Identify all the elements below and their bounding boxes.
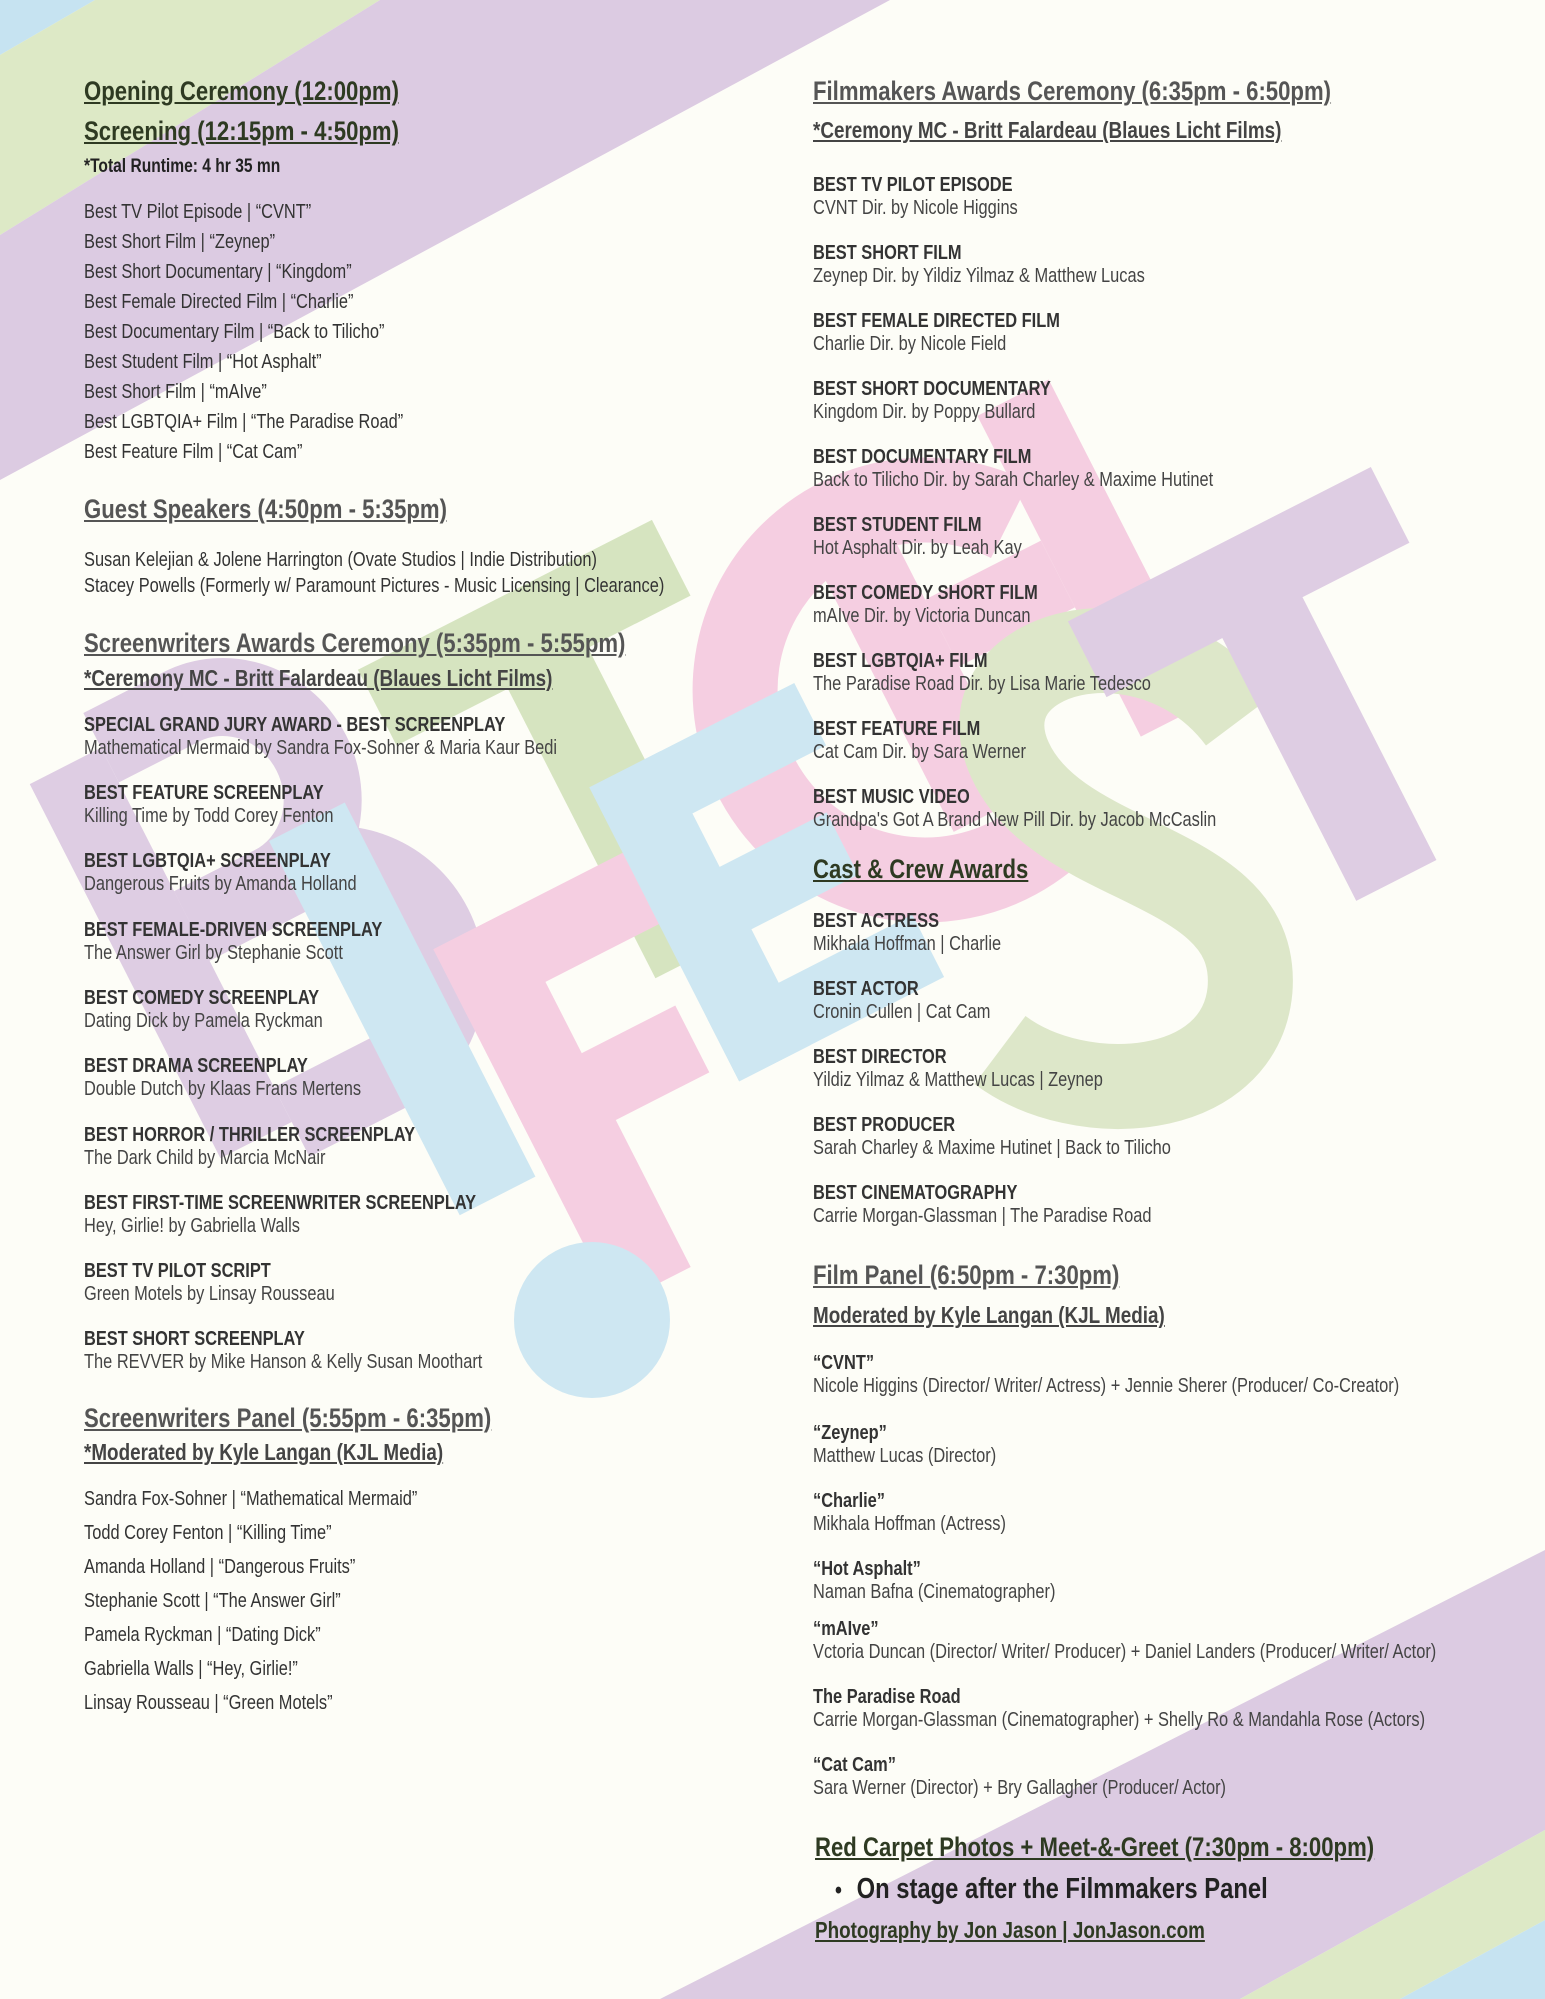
film-panel-title: Film Panel (6:50pm - 7:30pm)	[813, 1260, 1120, 1290]
film-panel-moderator: Moderated by Kyle Langan (KJL Media)	[813, 1302, 1165, 1328]
award-winner: The Paradise Road Dir. by Lisa Marie Tedesco	[813, 673, 1151, 695]
award-title: BEST FEATURE FILM	[813, 718, 981, 740]
screenwriters-panel-moderator: *Moderated by Kyle Langan (KJL Media)	[84, 1439, 444, 1465]
award-winner: CVNT Dir. by Nicole Higgins	[813, 197, 1018, 219]
total-runtime: *Total Runtime: 4 hr 35 mn	[84, 156, 281, 177]
award-title: SPECIAL GRAND JURY AWARD - BEST SCREENPLAY	[84, 714, 506, 736]
award-winner: Zeynep Dir. by Yildiz Yilmaz & Matthew Lucas	[813, 265, 1145, 287]
red-carpet-title: Red Carpet Photos + Meet-&-Greet (7:30pm - 8:00pm)	[815, 1832, 1375, 1862]
list-item: Best TV Pilot Episode | “CVNT”	[84, 201, 312, 223]
list-item: Best Short Documentary | “Kingdom”	[84, 261, 352, 283]
award-winner: Green Motels by Linsay Rousseau	[84, 1283, 335, 1305]
red-carpet-bullet-text: On stage after the Filmmakers Panel	[856, 1873, 1268, 1905]
list-item: Best Student Film | “Hot Asphalt”	[84, 351, 322, 373]
screenwriters-panel-title: Screenwriters Panel (5:55pm - 6:35pm)	[84, 1403, 492, 1433]
list-item: Gabriella Walls | “Hey, Girlie!”	[84, 1658, 298, 1680]
guest-speakers-title: Guest Speakers (4:50pm - 5:35pm)	[84, 494, 447, 524]
award-winner: Charlie Dir. by Nicole Field	[813, 333, 1007, 355]
award-title: BEST CINEMATOGRAPHY	[813, 1182, 1018, 1204]
award-title: BEST FEMALE DIRECTED FILM	[813, 310, 1060, 332]
red-carpet-bullet	[835, 1873, 1268, 1906]
award-winner: The Dark Child by Marcia McNair	[84, 1147, 326, 1169]
list-item: Best Documentary Film | “Back to Tilicho”	[84, 321, 385, 343]
award-title: BEST COMEDY SCREENPLAY	[84, 987, 320, 1009]
award-title: BEST LGBTQIA+ SCREENPLAY	[84, 850, 331, 872]
list-item: Amanda Holland | “Dangerous Fruits”	[84, 1556, 356, 1578]
award-title: BEST ACTOR	[813, 978, 919, 1000]
award-title: BEST MUSIC VIDEO	[813, 786, 970, 808]
award-title: BEST TV PILOT EPISODE	[813, 174, 1013, 196]
award-winner: The REVVER by Mike Hanson & Kelly Susan Moothart	[84, 1351, 483, 1373]
award-title: BEST DRAMA SCREENPLAY	[84, 1055, 308, 1077]
award-winner: Cat Cam Dir. by Sara Werner	[813, 741, 1026, 763]
filmmakers-awards-mc: *Ceremony MC - Britt Falardeau (Blaues Licht Films)	[813, 117, 1282, 143]
award-title: BEST FEATURE SCREENPLAY	[84, 782, 324, 804]
panel-participants: Nicole Higgins (Director/ Writer/ Actress) + Jennie Sherer (Producer/ Co-Creator)	[813, 1375, 1400, 1397]
award-winner: Back to Tilicho Dir. by Sarah Charley & Maxime Hutinet	[813, 469, 1214, 491]
list-item: Sandra Fox-Sohner | “Mathematical Mermaid”	[84, 1488, 418, 1510]
screenwriters-awards-title: Screenwriters Awards Ceremony (5:35pm - 5:55pm)	[84, 628, 626, 658]
guest-speaker-line: Stacey Powells (Formerly w/ Paramount Pictures - Music Licensing | Clearance)	[84, 575, 665, 597]
award-winner: Double Dutch by Klaas Frans Mertens	[84, 1078, 362, 1100]
award-title: BEST DOCUMENTARY FILM	[813, 446, 1032, 468]
list-item: Linsay Rousseau | “Green Motels”	[84, 1692, 333, 1714]
award-winner: Sarah Charley & Maxime Hutinet | Back to Tilicho	[813, 1137, 1171, 1159]
panel-participants: Carrie Morgan-Glassman (Cinematographer) + Shelly Ro & Mandahla Rose (Actors)	[813, 1709, 1426, 1731]
panel-film-title: The Paradise Road	[813, 1686, 961, 1708]
panel-participants: Mikhala Hoffman (Actress)	[813, 1513, 1006, 1535]
award-winner: Dangerous Fruits by Amanda Holland	[84, 873, 357, 895]
award-title: BEST SHORT FILM	[813, 242, 962, 264]
list-item: Todd Corey Fenton | “Killing Time”	[84, 1522, 332, 1544]
award-winner: Kingdom Dir. by Poppy Bullard	[813, 401, 1036, 423]
panel-film-title: “Hot Asphalt”	[813, 1558, 921, 1580]
award-title: BEST COMEDY SHORT FILM	[813, 582, 1038, 604]
watermark-dot	[514, 1242, 670, 1398]
panel-participants: Matthew Lucas (Director)	[813, 1445, 997, 1467]
award-title: BEST ACTRESS	[813, 910, 940, 932]
award-winner: mAIve Dir. by Victoria Duncan	[813, 605, 1031, 627]
list-item: Stephanie Scott | “The Answer Girl”	[84, 1590, 341, 1612]
opening-ceremony-title: Opening Ceremony (12:00pm)	[84, 76, 399, 106]
award-title: BEST PRODUCER	[813, 1114, 956, 1136]
award-winner: The Answer Girl by Stephanie Scott	[84, 942, 343, 964]
list-item: Best LGBTQIA+ Film | “The Paradise Road”	[84, 411, 404, 433]
award-title: BEST HORROR / THRILLER SCREENPLAY	[84, 1124, 416, 1146]
list-item: Best Short Film | “mAIve”	[84, 381, 267, 403]
panel-film-title: “Charlie”	[813, 1490, 886, 1512]
panel-film-title: “Cat Cam”	[813, 1754, 896, 1776]
list-item: Best Feature Film | “Cat Cam”	[84, 441, 303, 463]
screening-title: Screening (12:15pm - 4:50pm)	[84, 116, 399, 146]
award-title: BEST SHORT SCREENPLAY	[84, 1328, 305, 1350]
award-winner: Mikhala Hoffman | Charlie	[813, 933, 1002, 955]
list-item: Best Short Film | “Zeynep”	[84, 231, 276, 253]
award-title: BEST SHORT DOCUMENTARY	[813, 378, 1051, 400]
award-winner: Hot Asphalt Dir. by Leah Kay	[813, 537, 1022, 559]
bullet-icon: •	[835, 1877, 842, 1904]
award-winner: Grandpa's Got A Brand New Pill Dir. by Jacob McCaslin	[813, 809, 1217, 831]
screenwriters-awards-mc: *Ceremony MC - Britt Falardeau (Blaues Licht Films)	[84, 665, 553, 691]
list-item: Pamela Ryckman | “Dating Dick”	[84, 1624, 321, 1646]
award-winner: Cronin Cullen | Cat Cam	[813, 1001, 991, 1023]
panel-participants: Sara Werner (Director) + Bry Gallagher (Producer/ Actor)	[813, 1777, 1227, 1799]
photography-credit[interactable]: Photography by Jon Jason | JonJason.com	[815, 1917, 1205, 1943]
panel-participants: Naman Bafna (Cinematographer)	[813, 1581, 1056, 1603]
cast-crew-title: Cast & Crew Awards	[813, 854, 1029, 884]
panel-film-title: “CVNT”	[813, 1352, 875, 1374]
award-winner: Yildiz Yilmaz & Matthew Lucas | Zeynep	[813, 1069, 1103, 1091]
award-winner: Mathematical Mermaid by Sandra Fox-Sohner & Maria Kaur Bedi	[84, 737, 558, 759]
list-item: Best Female Directed Film | “Charlie”	[84, 291, 354, 313]
filmmakers-awards-title: Filmmakers Awards Ceremony (6:35pm - 6:50pm)	[813, 76, 1332, 106]
award-title: BEST LGBTQIA+ FILM	[813, 650, 988, 672]
award-title: BEST FEMALE-DRIVEN SCREENPLAY	[84, 919, 383, 941]
award-title: BEST DIRECTOR	[813, 1046, 947, 1068]
award-winner: Killing Time by Todd Corey Fenton	[84, 805, 334, 827]
award-winner: Dating Dick by Pamela Ryckman	[84, 1010, 323, 1032]
panel-film-title: “mAIve”	[813, 1618, 879, 1640]
award-title: BEST TV PILOT SCRIPT	[84, 1260, 271, 1282]
panel-participants: Vctoria Duncan (Director/ Writer/ Producer) + Daniel Landers (Producer/ Writer/ Actor)	[813, 1641, 1437, 1663]
award-title: BEST STUDENT FILM	[813, 514, 982, 536]
panel-film-title: “Zeynep”	[813, 1422, 887, 1444]
award-winner: Hey, Girlie! by Gabriella Walls	[84, 1215, 300, 1237]
award-winner: Carrie Morgan-Glassman | The Paradise Road	[813, 1205, 1152, 1227]
award-title: BEST FIRST-TIME SCREENWRITER SCREENPLAY	[84, 1192, 477, 1214]
guest-speaker-line: Susan Kelejian & Jolene Harrington (Ovate Studios | Indie Distribution)	[84, 549, 597, 571]
